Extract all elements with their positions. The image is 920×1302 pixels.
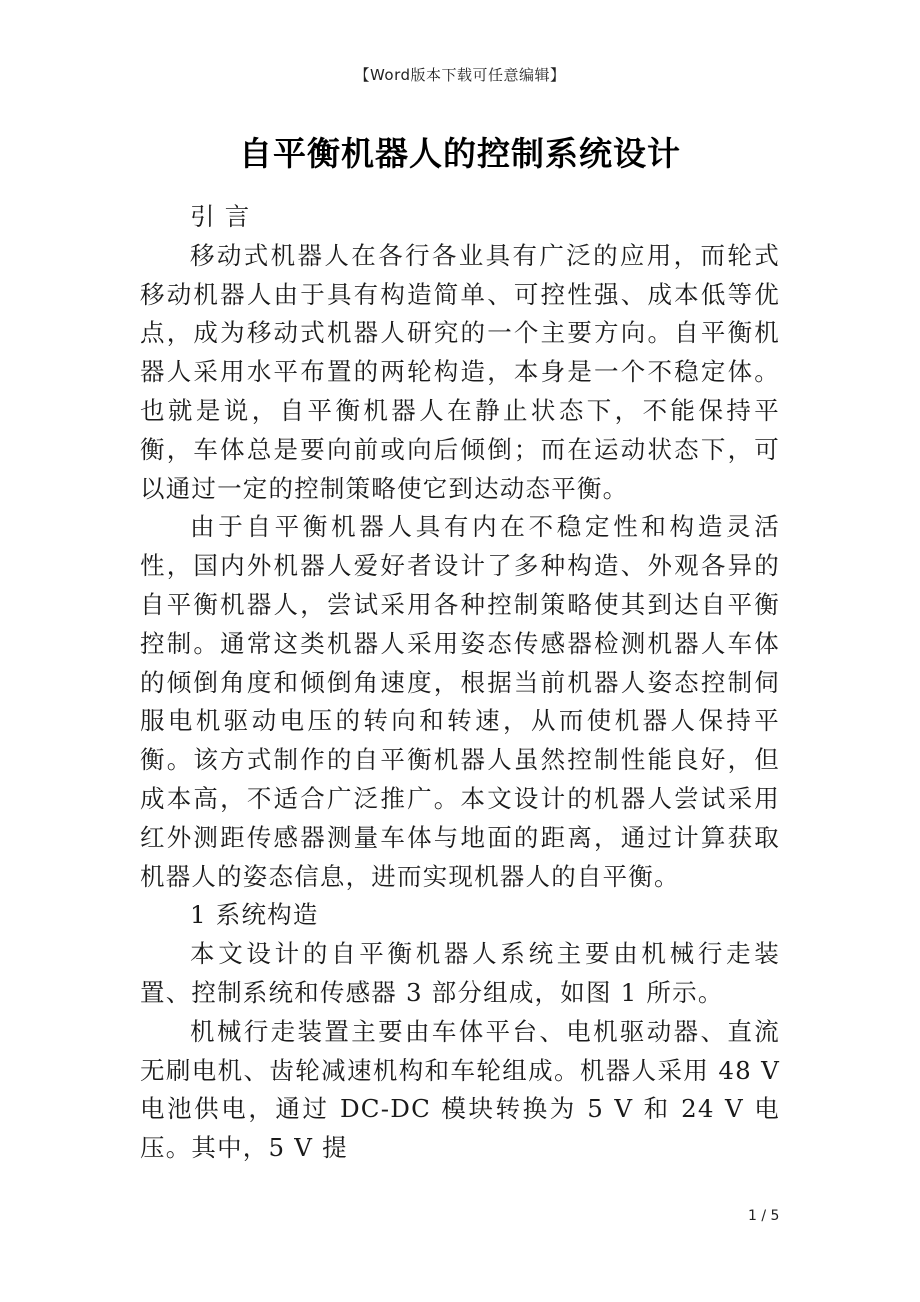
document-title: 自平衡机器人的控制系统设计 [239,134,681,173]
paragraph: 本文设计的自平衡机器人系统主要由机械行走装置、控制系统和传感器 3 部分组成，如图 1 所示。 [140,939,780,1007]
page-header: 【Word版本下载可任意编辑】 [354,66,566,84]
section-heading-introduction: 引 言 [190,202,251,231]
paragraph: 机械行走装置主要由车体平台、电机驱动器、直流无刷电机、齿轮减速机构和车轮组成。机器人采用 48 V 电池供电，通过 DC-DC 模块转换为 5 V 和 24 V 电压。其中，5 V 提 [140,1016,780,1163]
document-body [140,198,780,1168]
paragraph: 移动式机器人在各行各业具有广泛的应用，而轮式移动机器人由于具有构造简单、可控性强、成本低等优点，成为移动式机器人研究的一个主要方向。自平衡机器人采用水平布置的两轮构造，本身是一个不稳定体。也就是说，自平衡机器人在静止状态下，不能保持平衡，车体总是要向前或向后倾倒；而在运动状态下，可以通过一定的控制策略使它到达动态平衡。 [140,240,780,503]
paragraph: 由于自平衡机器人具有内在不稳定性和构造灵活性，国内外机器人爱好者设计了多种构造、外观各异的自平衡机器人，尝试采用各种控制策略使其到达自平衡控制。通常这类机器人采用姿态传感器检测机器人车体的倾倒角度和倾倒角速度，根据当前机器人姿态控制伺服电机驱动电压的转向和转速，从而使机器人保持平衡。该方式制作的自平衡机器人虽然控制性能良好，但成本高，不适合广泛推广。本文设计的机器人尝试采用红外测距传感器测量车体与地面的距离，通过计算获取机器人的姿态信息，进而实现机器人的自平衡。 [140,512,780,891]
page-number: 1 / 5 [748,1208,780,1224]
section-heading-system-structure: 1 系统构造 [190,900,319,930]
